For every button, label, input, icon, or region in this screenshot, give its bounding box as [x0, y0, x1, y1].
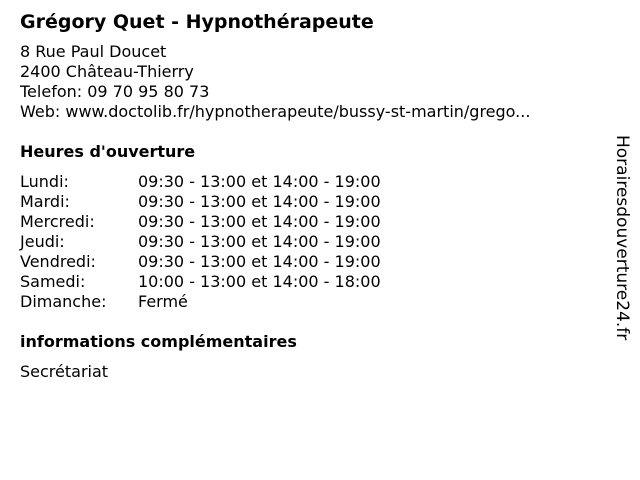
day-label: Samedi: [20, 272, 86, 291]
opening-hours-heading: Heures d'ouverture [20, 142, 196, 161]
website-link[interactable]: Web: www.doctolib.fr/hypnotherapeute/bussy-st-martin/grego... [20, 102, 531, 121]
day-label: Jeudi: [20, 232, 65, 251]
time-range: 09:30 - 13:00 et 14:00 - 19:00 [138, 252, 381, 271]
day-label: Lundi: [20, 172, 69, 191]
day-label: Dimanche: [20, 292, 107, 311]
site-watermark: Horairesdouverture24.fr [612, 135, 632, 341]
time-range: 09:30 - 13:00 et 14:00 - 19:00 [138, 172, 381, 191]
hours-row-tuesday [20, 192, 595, 212]
hours-row-monday [20, 172, 595, 192]
phone-number[interactable]: Telefon: 09 70 95 80 73 [20, 82, 210, 101]
extra-info-heading: informations complémentaires [20, 332, 297, 351]
day-label: Mardi: [20, 192, 70, 211]
address-city: 2400 Château-Thierry [20, 62, 194, 81]
time-range: 09:30 - 13:00 et 14:00 - 19:00 [138, 212, 381, 231]
hours-row-saturday [20, 272, 595, 292]
time-range: 09:30 - 13:00 et 14:00 - 19:00 [138, 192, 381, 211]
address-street: 8 Rue Paul Doucet [20, 42, 167, 61]
hours-row-friday [20, 252, 595, 272]
business-card [20, 10, 595, 382]
hours-row-sunday [20, 292, 595, 312]
time-range: 10:00 - 13:00 et 14:00 - 18:00 [138, 272, 381, 291]
hours-row-wednesday [20, 212, 595, 232]
extra-info-text: Secrétariat [20, 362, 109, 381]
business-title: Grégory Quet - Hypnothérapeute [20, 11, 374, 33]
day-label: Vendredi: [20, 252, 96, 271]
time-range: 09:30 - 13:00 et 14:00 - 19:00 [138, 232, 381, 251]
day-label: Mercredi: [20, 212, 95, 231]
time-range: Fermé [138, 292, 188, 311]
opening-hours-table [20, 172, 595, 312]
hours-row-thursday [20, 232, 595, 252]
